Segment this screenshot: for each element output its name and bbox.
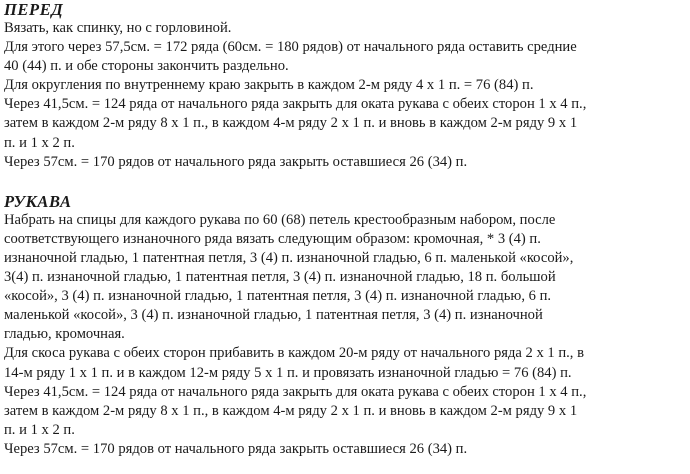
section-spacer: [4, 172, 688, 192]
text-line: Вязать, как спинку, но с горловиной.: [4, 20, 232, 36]
sleeves-heading: РУКАВА: [4, 191, 72, 211]
text-line: затем в каждом 2-м ряду 8 х 1 п., в каждом 4-м ряду 2 х 1 п. и вновь в каждом 2-м ряду 9 х 1: [4, 402, 578, 419]
text-line: Через 41,5см. = 124 ряда от начального ряда закрыть для оката рукава с обеих сторон 1 х 4 п.,: [4, 96, 587, 113]
text-line: п. и 1 х 2 п.: [4, 421, 75, 438]
text-line: Для скоса рукава с обеих сторон прибавить в каждом 20-м ряду от начального ряда 2 х 1 п., в: [4, 345, 584, 362]
text-line: Через 57см. = 170 рядов от начального ряда закрыть оставшиеся 26 (34) п.: [4, 153, 468, 170]
text-line: соответствующего изнаночного ряда вязать следующим образом: кромочная, * 3 (4) п.: [4, 230, 541, 247]
text-line: Для округления по внутреннему краю закрыть в каждом 2-м ряду 4 х 1 п. = 76 (84) п.: [4, 77, 534, 94]
text-line: изнаночной гладью, 1 патентная петля, 3 (4) п. изнаночной гладью, 6 п. маленькой «косой»,: [4, 249, 574, 266]
text-line: Для этого через 57,5см. = 172 ряда (60см. = 180 рядов) от начального ряда оставить средние: [4, 39, 577, 56]
text-line: Набрать на спицы для каждого рукава по 60 (68) петель крестообразным набором, после: [4, 211, 556, 228]
text-line: 3(4) п. изнаночной гладью, 1 патентная петля, 3 (4) п. изнаночной гладью, 18 п. большой: [4, 269, 556, 286]
text-line: 40 (44) п. и обе стороны закончить раздельно.: [4, 58, 289, 75]
text-line: 14-м ряду 1 х 1 п. и в каждом 12-м ряду 5 х 1 п. и провязать изнаночной гладью = 76 (84) п.: [4, 364, 572, 381]
front-heading: ПЕРЕД: [4, 0, 64, 19]
text-line: гладью, кромочная.: [4, 326, 125, 343]
text-line: затем в каждом 2-м ряду 8 х 1 п., в каждом 4-м ряду 2 х 1 п. и вновь в каждом 2-м ряду 9 х 1: [4, 115, 578, 132]
document-page: [4, 0, 688, 459]
text-line: маленькой «косой», 3 (4) п. изнаночной гладью, 1 патентная петля, 3 (4) п. изнаночной: [4, 307, 543, 324]
text-line: «косой», 3 (4) п. изнаночной гладью, 1 патентная петля, 3 (4) п. изнаночной гладью, 6 п.: [4, 288, 552, 305]
text-line: Через 57см. = 170 рядов от начального ряда закрыть оставшиеся 26 (34) п.: [4, 440, 468, 457]
sleeves-section: [4, 192, 688, 459]
text-line: п. и 1 х 2 п.: [4, 134, 75, 151]
front-section: [4, 0, 688, 172]
text-line: Через 41,5см. = 124 ряда от начального ряда закрыть для оката рукава с обеих сторон 1 х 4 п.,: [4, 383, 587, 400]
